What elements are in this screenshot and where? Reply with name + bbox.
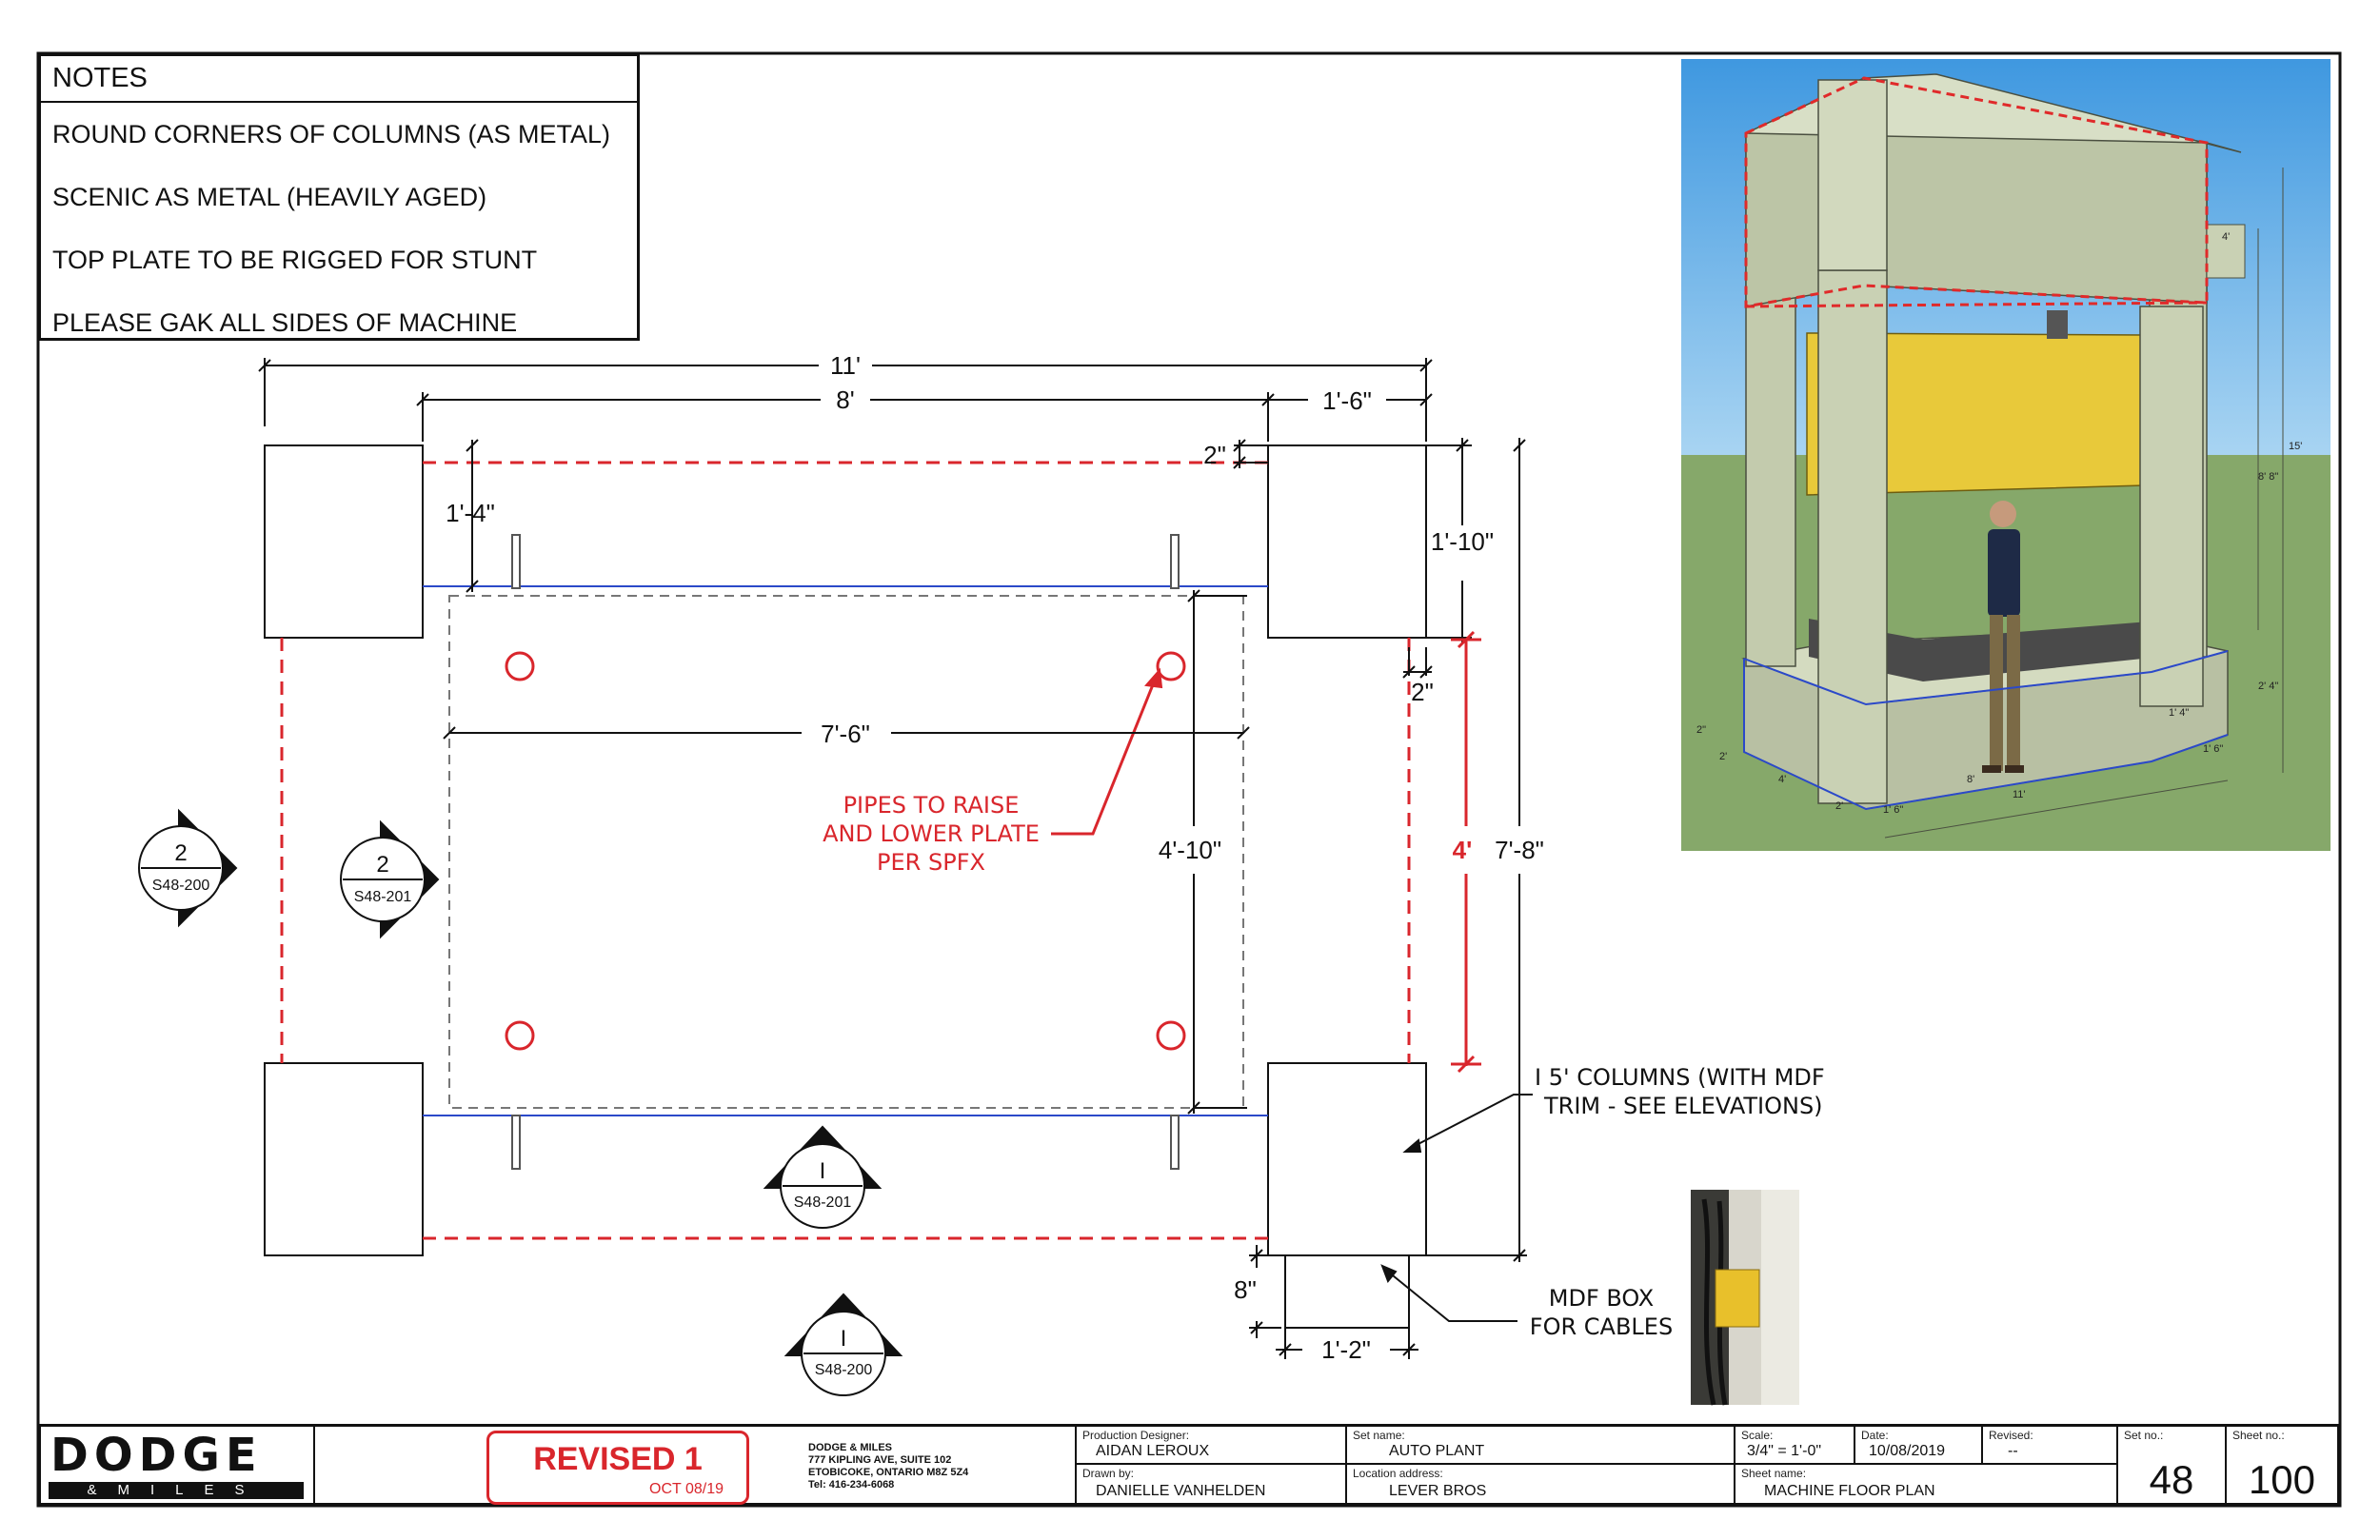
floor-plan: [139, 358, 1533, 1395]
scale-value: 3/4" = 1'-0": [1747, 1443, 1822, 1459]
note-item: SCENIC AS METAL (HEAVILY AGED): [52, 183, 487, 211]
render-dim-label: 2": [1696, 724, 1707, 736]
sheet-name-label: Sheet name:: [1741, 1467, 1807, 1480]
render-dim-label: 2' 4": [2258, 681, 2279, 692]
render-dim-label: 1' 6": [1883, 804, 1904, 816]
scale-label: Scale:: [1741, 1429, 1774, 1442]
render-dim-label: 1' 6": [2203, 743, 2224, 755]
section-num-left-outer: 2: [174, 840, 188, 866]
section-ref-left-outer: S48-200: [151, 878, 210, 894]
dim-label-overall-width: 11': [830, 351, 861, 380]
render-dim-label: 4': [2222, 231, 2231, 243]
set-name-label: Set name:: [1353, 1429, 1405, 1442]
section-num-bottom-outer: I: [840, 1326, 847, 1352]
section-ref-left-inner: S48-201: [353, 889, 412, 905]
column-bottom-left: [265, 1063, 423, 1255]
note-item: TOP PLATE TO BE RIGGED FOR STUNT: [52, 246, 538, 274]
notes-box: [38, 53, 640, 341]
set-no-cell: [2116, 1427, 2225, 1503]
location-value: LEVER BROS: [1389, 1483, 1487, 1499]
set-cell: [1345, 1427, 1734, 1503]
scale-date-cell: [1734, 1427, 2116, 1503]
sheet-no-label: Sheet no.:: [2232, 1429, 2285, 1442]
post: [1171, 535, 1179, 588]
render-dim-label: 2': [1835, 800, 1844, 812]
section-num-bottom-inner: I: [819, 1158, 826, 1184]
render-dim-label: 8': [1967, 774, 1975, 785]
dim-label-plate-width: 7'-6": [821, 720, 870, 748]
pipes-arrowhead: [1146, 670, 1161, 687]
dim-label-top-offset: 2": [1203, 441, 1226, 469]
mdf-callout-line2: FOR CABLES: [1529, 1313, 1674, 1340]
sheet-name-value: MACHINE FLOOR PLAN: [1764, 1483, 1935, 1499]
logo-main: DODGE: [50, 1429, 263, 1482]
pipes: [506, 653, 1184, 1049]
dim-label-box-width: 1'-2": [1321, 1335, 1371, 1364]
dim-inner-width: [417, 392, 1432, 442]
drawn-by-value: DANIELLE VANHELDEN: [1096, 1483, 1266, 1499]
note-item: PLEASE GAK ALL SIDES OF MACHINE: [52, 308, 518, 337]
press-plate-dashed: [449, 596, 1243, 1108]
pipes-callout-line2: AND LOWER PLATE: [823, 820, 1040, 847]
dim-label-box-depth: 8": [1234, 1275, 1257, 1304]
dim-label-plate-depth: 4'-10": [1158, 836, 1222, 864]
pipes-callout-line3: PER SPFX: [877, 849, 985, 876]
section-ref-bottom-inner: S48-201: [793, 1194, 852, 1211]
address-line: 777 KIPLING AVE, SUITE 102: [808, 1454, 952, 1466]
revision-stamp: [486, 1431, 749, 1505]
render-dim-label: 4': [1778, 774, 1787, 785]
sheet-no-cell: [2225, 1427, 2337, 1503]
render-dim-label: 8' 8": [2258, 471, 2279, 483]
logo-sub: &MILES: [49, 1482, 304, 1499]
top-plate-outline: [282, 463, 1409, 1238]
render-dim-label: 2': [1719, 751, 1728, 762]
pipes-callout-line1: PIPES TO RAISE: [843, 792, 1020, 819]
date-label: Date:: [1861, 1429, 1889, 1442]
set-no-value: 48: [2149, 1457, 2194, 1502]
render-dim-label: 11': [2013, 789, 2026, 800]
section-ref-bottom-outer: S48-200: [814, 1362, 873, 1378]
post: [1171, 1116, 1179, 1169]
dim-label-overall-depth: 7'-8": [1495, 836, 1544, 864]
drawn-by-label: Drawn by:: [1082, 1467, 1135, 1480]
revised-value: --: [2008, 1443, 2018, 1459]
notes-title: NOTES: [41, 56, 637, 103]
revision-title: REVISED 1: [533, 1441, 703, 1477]
address-line: DODGE & MILES: [808, 1442, 893, 1453]
columns-callout-line2: TRIM - SEE ELEVATIONS): [1544, 1093, 1823, 1119]
title-block: [38, 1424, 2340, 1506]
set-name-value: AUTO PLANT: [1389, 1443, 1485, 1459]
pipe-circle: [1158, 1022, 1184, 1049]
columns-leader: [1411, 1095, 1533, 1148]
post: [512, 535, 520, 588]
dim-label-column-width: 1'-6": [1322, 386, 1372, 415]
columns-callout-line1: I 5' COLUMNS (WITH MDF: [1535, 1064, 1825, 1091]
sheet-no-value: 100: [2248, 1457, 2316, 1502]
revision-date: OCT 08/19: [649, 1481, 724, 1497]
address-line: Tel: 416-234-6068: [808, 1479, 895, 1491]
render-dim-label: 1' 4": [2169, 707, 2190, 719]
column-top-left: [265, 445, 423, 638]
section-marker-left-inner: [341, 822, 438, 937]
company-logo: [49, 1429, 304, 1501]
date-value: 10/08/2019: [1869, 1443, 1946, 1459]
dim-label-column-depth-top: 1'-4": [446, 499, 495, 527]
column-bottom-right: [1268, 1063, 1426, 1255]
mdf-cable-box: [1285, 1255, 1409, 1328]
pipe-circle: [506, 653, 533, 680]
production-designer-value: AIDAN LEROUX: [1096, 1443, 1210, 1459]
pipes-leader: [1051, 678, 1156, 834]
location-label: Location address:: [1353, 1467, 1443, 1480]
address-line: ETOBICOKE, ONTARIO M8Z 5Z4: [808, 1467, 969, 1478]
pipe-circle: [506, 1022, 533, 1049]
section-num-left-inner: 2: [376, 852, 389, 878]
set-no-label: Set no.:: [2124, 1429, 2164, 1442]
dim-label-red-span: 4': [1452, 836, 1473, 864]
column-top-right: [1268, 445, 1426, 638]
dim-label-column-depth-right: 1'-10": [1430, 527, 1495, 556]
section-marker-left-outer: [139, 811, 236, 925]
revised-label: Revised:: [1989, 1429, 2033, 1442]
company-address: [808, 1442, 968, 1491]
pipe-circle: [1158, 653, 1184, 680]
render-dim-label: 15': [2289, 441, 2303, 452]
notes-list: [41, 103, 637, 354]
post: [512, 1116, 520, 1169]
cable-photo: [1691, 1190, 1799, 1405]
designer-cell: [1075, 1427, 1345, 1503]
note-item: ROUND CORNERS OF COLUMNS (AS METAL): [52, 120, 611, 148]
production-designer-label: Production Designer:: [1082, 1429, 1190, 1442]
mdf-callout-line1: MDF BOX: [1548, 1285, 1655, 1312]
machine-3d-render: [1681, 59, 2330, 851]
dim-label-right-offset: 2": [1411, 678, 1434, 706]
dim-label-inner-width: 8': [836, 385, 855, 414]
